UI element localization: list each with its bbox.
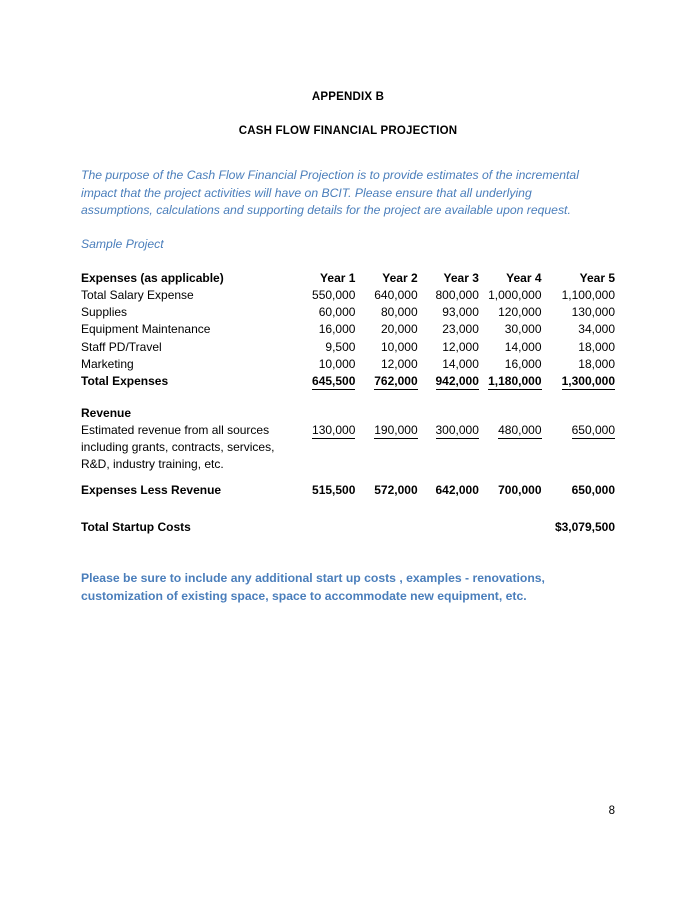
row-value: 10,000 <box>318 356 356 371</box>
row-value: 18,000 <box>578 356 615 371</box>
row-spacer <box>81 474 615 482</box>
page-number: 8 <box>608 805 615 817</box>
row-value: 93,000 <box>442 305 479 320</box>
expenses-less-revenue-value: 572,000 <box>374 482 418 497</box>
total-expenses-label: Total Expenses <box>81 374 169 389</box>
revenue-description-line-3: R&D, industry training, etc. <box>81 457 224 472</box>
table-row <box>81 287 615 304</box>
underlined-value: 942,000 <box>435 374 479 389</box>
revenue-description-line-1: Estimated revenue from all sources <box>81 422 270 437</box>
row-label: Marketing <box>81 356 134 371</box>
row-label: Total Salary Expense <box>81 287 194 302</box>
row-value: 10,000 <box>380 339 418 354</box>
underlined-value: 650,000 <box>571 422 615 437</box>
row-value: 16,000 <box>318 322 356 337</box>
row-value: 60,000 <box>318 305 356 320</box>
column-header-year-3: Year 3 <box>443 270 479 285</box>
total-expenses-value <box>479 373 542 390</box>
row-value: 800,000 <box>435 287 479 302</box>
expenses-less-revenue-value: 642,000 <box>435 482 479 497</box>
total-startup-costs-label: Total Startup Costs <box>81 520 191 535</box>
cash-flow-table <box>81 270 615 537</box>
intro-paragraph: The purpose of the Cash Flow Financial Projection is to provide estimates of the incremental impact that the project activities will have on BCIT. Please ensure that all underlying assumptions, calculations and supporting details for the project are available upon request. <box>81 168 579 217</box>
row-label: Staff PD/Travel <box>81 339 162 354</box>
row-value: 130,000 <box>571 305 615 320</box>
revenue-heading: Revenue <box>81 405 132 420</box>
row-value: 18,000 <box>578 339 615 354</box>
table-row <box>81 339 615 356</box>
total-startup-costs-row <box>81 519 615 536</box>
underlined-value: 1,180,000 <box>488 374 542 389</box>
expenses-less-revenue-value: 700,000 <box>498 482 542 497</box>
row-value: 20,000 <box>380 322 418 337</box>
total-expenses-value <box>542 373 616 390</box>
revenue-description-line-2: including grants, contracts, services, <box>81 440 275 455</box>
row-value: 16,000 <box>504 356 542 371</box>
total-expenses-value <box>418 373 479 390</box>
underlined-value: 190,000 <box>374 422 418 437</box>
total-expenses-value <box>355 373 417 390</box>
column-header-expenses: Expenses (as applicable) <box>81 270 224 285</box>
row-value: 30,000 <box>504 322 542 337</box>
expenses-less-revenue-value: 650,000 <box>571 482 615 497</box>
revenue-heading-row <box>81 405 615 422</box>
table-row <box>81 321 615 338</box>
sample-project-label: Sample Project <box>81 236 164 251</box>
appendix-heading: APPENDIX B <box>311 91 385 103</box>
row-value: 34,000 <box>578 322 615 337</box>
row-value: 640,000 <box>374 287 418 302</box>
total-startup-costs-value: $3,079,500 <box>554 520 615 535</box>
row-value: 12,000 <box>380 356 418 371</box>
total-expenses-value <box>294 373 355 390</box>
footer-note-line-1: Please be sure to include any additional start up costs , examples - renovations, <box>81 571 545 586</box>
row-label: Equipment Maintenance <box>81 322 211 337</box>
row-value: 12,000 <box>442 339 479 354</box>
page-title: CASH FLOW FINANCIAL PROJECTION <box>238 125 458 137</box>
row-value: 14,000 <box>504 339 542 354</box>
row-label: Supplies <box>81 305 128 320</box>
table-row <box>81 356 615 373</box>
row-value: 1,100,000 <box>561 287 615 302</box>
row-value: 14,000 <box>442 356 479 371</box>
column-header-year-2: Year 2 <box>382 270 418 285</box>
expenses-less-revenue-value: 515,500 <box>312 482 356 497</box>
footer-note <box>81 570 551 605</box>
table-row <box>81 304 615 321</box>
table-header-row <box>81 270 615 287</box>
column-header-year-5: Year 5 <box>579 270 615 285</box>
revenue-row <box>81 422 615 474</box>
row-value: 550,000 <box>312 287 356 302</box>
underlined-value: 130,000 <box>312 422 356 437</box>
underlined-value: 300,000 <box>435 422 479 437</box>
revenue-value <box>294 422 355 474</box>
underlined-value: 645,500 <box>312 374 356 389</box>
row-value: 1,000,000 <box>488 287 542 302</box>
footer-note-line-2: customization of existing space, space to accommodate new equipment, etc. <box>81 588 527 603</box>
row-value: 80,000 <box>380 305 418 320</box>
underlined-value: 480,000 <box>498 422 542 437</box>
expenses-less-revenue-row <box>81 482 615 499</box>
row-value: 23,000 <box>442 322 479 337</box>
revenue-description <box>81 422 294 474</box>
column-header-year-1: Year 1 <box>320 270 356 285</box>
revenue-value <box>542 422 616 474</box>
row-value: 9,500 <box>325 339 356 354</box>
underlined-value: 1,300,000 <box>561 374 615 389</box>
revenue-value <box>418 422 479 474</box>
expenses-less-revenue-label: Expenses Less Revenue <box>81 482 222 497</box>
underlined-value: 762,000 <box>374 374 418 389</box>
row-value: 120,000 <box>498 305 542 320</box>
column-header-year-4: Year 4 <box>506 270 542 285</box>
row-spacer <box>81 499 615 519</box>
row-spacer <box>81 391 615 405</box>
revenue-value <box>479 422 542 474</box>
total-expenses-row <box>81 373 615 390</box>
revenue-value <box>355 422 417 474</box>
